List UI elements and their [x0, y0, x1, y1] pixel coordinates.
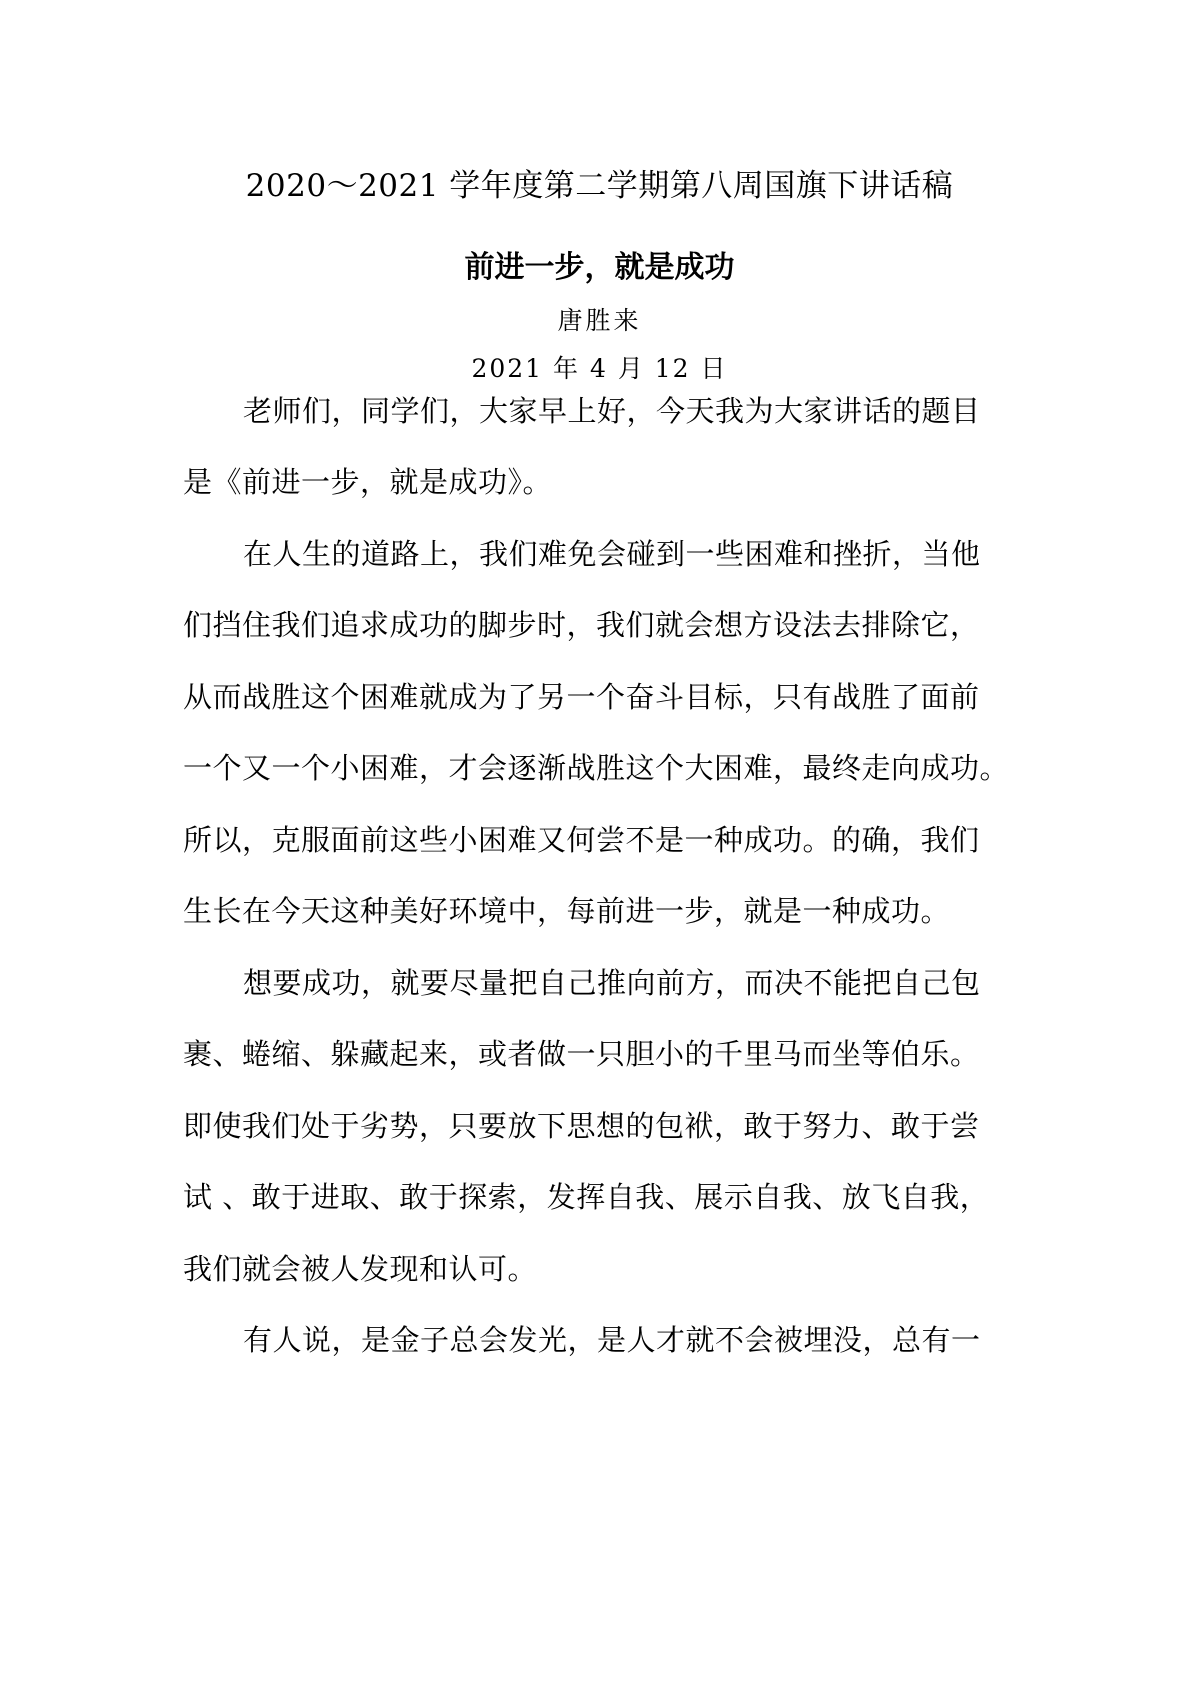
paragraph-line: 我们就会被人发现和认可。 [183, 1252, 538, 1286]
paragraph-line: 在人生的道路上，我们难免会碰到一些困难和挫折，当他 [243, 537, 981, 571]
paragraph-line: 老师们，同学们，大家早上好，今天我为大家讲话的题目 [243, 394, 981, 428]
paragraph-line: 一个又一个小困难，才会逐渐战胜这个大困难，最终走向成功。 [183, 751, 1010, 785]
paragraph-line: 即使我们处于劣势，只要放下思想的包袱，敢于努力、敢于尝 [183, 1109, 980, 1143]
paragraph-line: 是《前进一步，就是成功》。 [183, 465, 553, 499]
speech-title: 前进一步，就是成功 [464, 250, 735, 285]
author-name: 唐胜来 [557, 306, 642, 335]
paragraph-line: 试 、敢于进取、敢于探索，发挥自我、展示自我、放飞自我， [183, 1180, 990, 1214]
paragraph-line: 们挡住我们追求成功的脚步时，我们就会想方设法去排除它， [183, 608, 980, 642]
paragraph-line: 所以，克服面前这些小困难又何尝不是一种成功。的确，我们 [183, 823, 980, 857]
speech-date: 2021 年 4 月 12 日 [471, 354, 728, 383]
paragraph-line: 有人说，是金子总会发光，是人才就不会被埋没，总有一 [243, 1323, 981, 1357]
speech-header-title: 2020～2021 学年度第二学期第八周国旗下讲话稿 [245, 168, 954, 204]
paragraph-line: 从而战胜这个困难就成为了另一个奋斗目标，只有战胜了面前 [183, 680, 980, 714]
paragraph-line: 想要成功，就要尽量把自己推向前方，而决不能把自己包 [243, 966, 981, 1000]
paragraph-line: 裹、蜷缩、躲藏起来，或者做一只胆小的千里马而坐等伯乐。 [183, 1037, 980, 1071]
paragraph-line: 生长在今天这种美好环境中，每前进一步，就是一种成功。 [183, 894, 951, 928]
